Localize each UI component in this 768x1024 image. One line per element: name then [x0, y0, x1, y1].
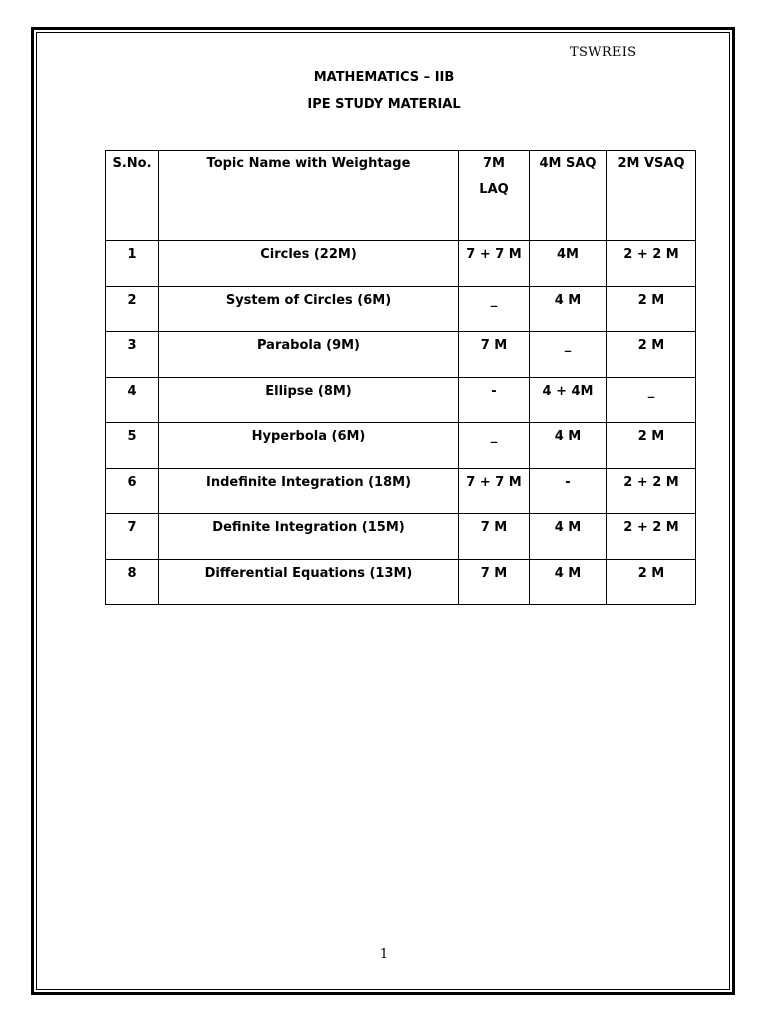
cell-4m: 4 M: [530, 423, 607, 469]
cell-7m: 7 M: [459, 332, 530, 378]
cell-2m: 2 M: [607, 423, 696, 469]
cell-4m: -: [530, 468, 607, 514]
cell-topic: Circles (22M): [159, 241, 459, 287]
cell-sno: 5: [106, 423, 159, 469]
cell-7m: 7 M: [459, 514, 530, 560]
cell-sno: 8: [106, 559, 159, 605]
header-sno: S.No.: [106, 151, 159, 241]
cell-sno: 6: [106, 468, 159, 514]
cell-7m: _: [459, 423, 530, 469]
cell-sno: 3: [106, 332, 159, 378]
table-row: [106, 559, 696, 605]
cell-sno: 7: [106, 514, 159, 560]
cell-topic: Hyperbola (6M): [159, 423, 459, 469]
cell-sno: 2: [106, 286, 159, 332]
cell-topic: Indefinite Integration (18M): [159, 468, 459, 514]
cell-2m: _: [607, 377, 696, 423]
weightage-table: [105, 150, 696, 605]
document-subtitle: IPE STUDY MATERIAL: [307, 97, 461, 112]
cell-4m: 4 M: [530, 559, 607, 605]
header-7m: 7M: [483, 156, 505, 171]
table-row: [106, 286, 696, 332]
cell-sno: 4: [106, 377, 159, 423]
cell-7m: 7 + 7 M: [459, 468, 530, 514]
table-row: [106, 377, 696, 423]
cell-2m: 2 + 2 M: [607, 514, 696, 560]
cell-7m: -: [459, 377, 530, 423]
cell-4m: 4M: [530, 241, 607, 287]
document-title: MATHEMATICS – IIB: [313, 70, 455, 85]
cell-2m: 2 + 2 M: [607, 241, 696, 287]
cell-7m: 7 M: [459, 559, 530, 605]
header-topic: Topic Name with Weightage: [159, 151, 459, 241]
cell-4m: _: [530, 332, 607, 378]
header-2m-vsaq: 2M VSAQ: [607, 151, 696, 241]
cell-2m: 2 M: [607, 286, 696, 332]
cell-2m: 2 + 2 M: [607, 468, 696, 514]
cell-sno: 1: [106, 241, 159, 287]
table-row: [106, 241, 696, 287]
organization-label: TSWREIS: [570, 45, 637, 60]
page-number: 1: [379, 947, 389, 962]
cell-4m: 4 + 4M: [530, 377, 607, 423]
cell-2m: 2 M: [607, 332, 696, 378]
cell-2m: 2 M: [607, 559, 696, 605]
cell-7m: 7 + 7 M: [459, 241, 530, 287]
table-row: [106, 468, 696, 514]
cell-topic: Differential Equations (13M): [159, 559, 459, 605]
cell-4m: 4 M: [530, 514, 607, 560]
header-7m-laq: [459, 151, 530, 241]
cell-topic: Ellipse (8M): [159, 377, 459, 423]
table-row: [106, 332, 696, 378]
header-laq: LAQ: [479, 182, 509, 197]
cell-topic: System of Circles (6M): [159, 286, 459, 332]
header-4m-saq: 4M SAQ: [530, 151, 607, 241]
table-row: [106, 514, 696, 560]
cell-topic: Definite Integration (15M): [159, 514, 459, 560]
cell-topic: Parabola (9M): [159, 332, 459, 378]
table-header-row: [106, 151, 696, 241]
cell-4m: 4 M: [530, 286, 607, 332]
cell-7m: _: [459, 286, 530, 332]
table-row: [106, 423, 696, 469]
